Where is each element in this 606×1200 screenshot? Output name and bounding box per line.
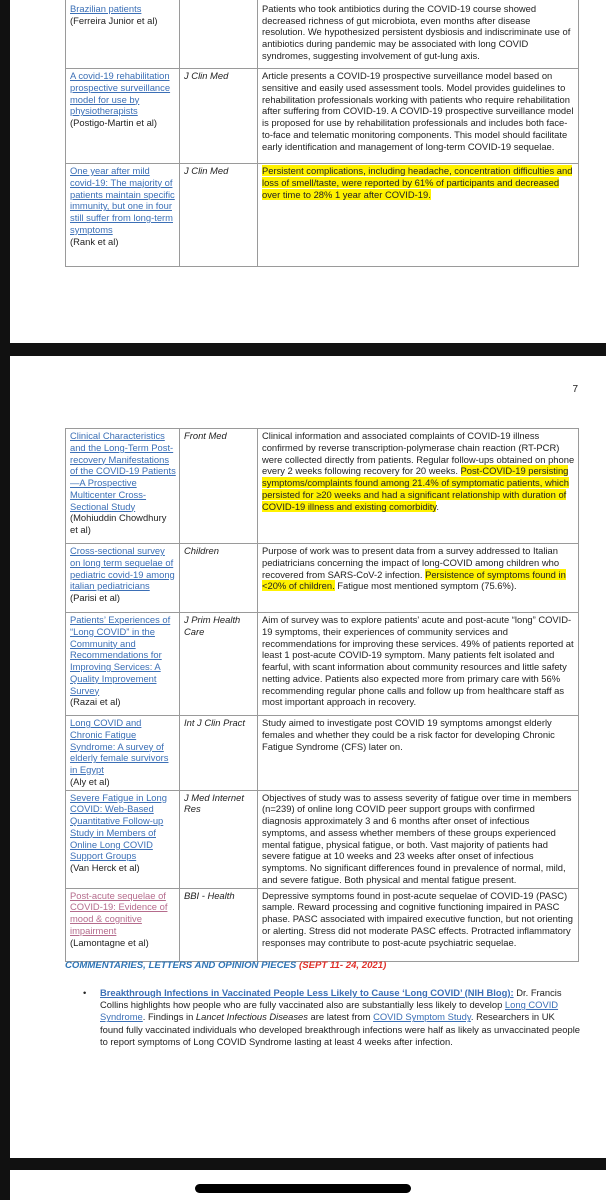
study-cell [66, 69, 180, 164]
commentary-item [83, 987, 580, 1048]
studies-table-page-6 [65, 0, 579, 267]
study-authors: (Rank et al) [70, 235, 119, 247]
table-row [66, 69, 579, 164]
document-page-6 [10, 0, 606, 343]
journal-cell: Int J Clin Pract [180, 716, 258, 791]
summary-cell [258, 164, 579, 267]
summary-text: Fatigue most mentioned symptom (75.6%). [334, 580, 517, 592]
table-row [66, 613, 579, 716]
summary-text: . [436, 500, 439, 512]
page-number: 7 [572, 384, 578, 395]
summary-text: Aim of survey was to explore patients’ acute and post-acute “long” COVID-19 symptoms, their experiences of community services and recommendations for improving these services. 49% of patients reported at least 1 post-acute COVID-19 symptom. Many patients felt isolated and fearful, with scant information about community resources and little safety netting advice. Patients also expected more from primary care with 56% recommending regular phone calls and follow up from healthcare staff as most important approach in recovery. [262, 614, 574, 708]
summary-cell [258, 888, 579, 961]
commentary-link[interactable]: Breakthrough Infections in Vaccinated People Less Likely to Cause ‘Long COVID’ (NIH Blog): [100, 987, 514, 998]
journal-cell: BBI - Health [180, 888, 258, 961]
study-title-link[interactable]: A covid-19 rehabilitation prospective surveillance model for use by physiotherapists [70, 70, 171, 117]
bullet-icon: • [83, 987, 87, 998]
highlighted-text: Persistent complications, including headache, concentration difficulties and loss of smell/taste, were reported by 61% of participants and decreased over time to 28% 1 year after COVID-19. [262, 165, 573, 200]
journal-cell: J Med Internet Res [180, 790, 258, 888]
summary-text: Article presents a COVID-19 prospective surveillance model based on sensitive and easily used assessment tools. Model provides guidelines to rehabilitation professionals working with patients who require rehabilitation after suffering from COVID-19. A COVID-19 prospective surveillance model is proposed for use by rehabilitation professionals and includes both face-to-face and telematic monitoring components. This model should facilitate early identification and management of long-term COVID-19 sequelae. [262, 70, 574, 152]
study-title-link[interactable]: Post-acute sequelae of COVID-19: Evidence of mood & cognitive impairment [70, 889, 168, 936]
study-title-link[interactable]: Patients’ Experiences of “Long COVID” in the Community and Recommendations for Improving Services: A Quality Improvement Survey [70, 614, 171, 696]
journal-cell: J Clin Med [180, 69, 258, 164]
commentary-text: Dr. Francis Collins highlights how people who are fully vaccinated also are substantially less likely to develop [100, 987, 562, 1011]
study-cell [66, 613, 180, 716]
commentary-text: are latest from [307, 1011, 374, 1023]
summary-cell [258, 790, 579, 888]
summary-text: Objectives of study was to assess severity of fatigue over time in members (n=239) of online long COVID peer support groups with confirmed diagnosis approximately 3 and 6 months after onset of infectious symptoms, and assess whether members of these groups experienced mental fatigue, physical fatigue, or both. Vast majority of patients had severe fatigue at 10 weeks and 23 weeks after onset of infectious symptoms. No significant differences found in prevalence of normal, mild, and severe fatigue. Both physical and mental fatigue present. [262, 791, 572, 885]
study-authors: (Lamontagne et al) [70, 936, 149, 948]
journal-name: Lancet Infectious Diseases [195, 1011, 308, 1023]
section-heading-title: COMMENTARIES, LETTERS AND OPINION PIECES [65, 960, 297, 971]
study-title-link[interactable]: Brazilian patients [70, 2, 142, 14]
study-authors: (Razai et al) [70, 696, 121, 708]
study-title-link[interactable]: One year after mild covid-19: The majority of patients maintain specific immunity, but one in four still suffer from long-term symptoms [70, 165, 175, 235]
bottom-bar [10, 1170, 606, 1200]
summary-cell [258, 544, 579, 613]
journal-cell: J Clin Med [180, 164, 258, 267]
summary-cell [258, 613, 579, 716]
studies-table-page-7 [65, 428, 579, 962]
summary-cell [258, 69, 579, 164]
study-title-link[interactable]: Cross-sectional survey on long term sequelae of pediatric covid-19 among italian pediatricians [70, 545, 175, 592]
summary-cell [258, 429, 579, 544]
study-authors: (Mohiuddin Chowdhury et al) [70, 512, 167, 535]
journal-cell [180, 0, 258, 69]
summary-cell [258, 716, 579, 791]
section-heading [65, 960, 386, 971]
commentary-text: . Findings in [142, 1011, 196, 1023]
study-authors: (Postigo-Martin et al) [70, 117, 158, 128]
study-cell [66, 429, 180, 544]
long-covid-syndrome-link[interactable]: Long COVID Syndrome [100, 999, 559, 1023]
home-indicator[interactable] [195, 1184, 411, 1193]
table-row [66, 716, 579, 791]
table-row [66, 429, 579, 544]
study-authors: (Aly et al) [70, 775, 110, 787]
summary-cell [258, 0, 579, 69]
journal-cell: J Prim Health Care [180, 613, 258, 716]
section-heading-dates: (SEPT 11- 24, 2021) [299, 960, 387, 971]
covid-symptom-study-link[interactable]: COVID Symptom Study [373, 1011, 471, 1023]
table-row [66, 164, 579, 267]
study-title-link[interactable]: Severe Fatigue in Long COVID: Web-Based Quantitative Follow-up Study in Members of Online Long COVID Support Groups [70, 791, 167, 862]
study-cell [66, 164, 180, 267]
summary-text: Clinical information and associated complaints of COVID-19 illness confirmed by reverse transcription-polymerase chain reaction (RT-PCR) were collected directly from patients. Regular follow-ups obtained on phone every 2 weeks following recovery for 20 weeks. [262, 430, 575, 477]
highlighted-text: Post-COVID-19 persisting symptoms/complaints found among 21.4% of symptomatic patients, which persisted for ≥20 weeks and had a significant relationship with duration of COVID-19 illness and existing comorbidity [262, 465, 569, 512]
study-authors: (Ferreira Junior et al) [70, 14, 158, 26]
table-row [66, 0, 579, 69]
summary-text: Depressive symptoms found in post-acute sequelae of COVID-19 (PASC) sample. Reward processing and cognitive functioning impaired in PASC phase. PASC associated with impaired executive function, but not orienting or alerting. Stress did not moderate PASC effects. Protracted inflammatory responses may contribute to post-acute psychiatric sequelae. [262, 889, 573, 948]
journal-cell: Children [180, 544, 258, 613]
summary-text: Purpose of work was to present data from a survey addressed to Italian pediatricians concerning the impact of long-COVID among children who recovered from SARS-CoV-2 infection. [262, 545, 560, 580]
study-cell [66, 790, 180, 888]
table-row [66, 544, 579, 613]
table-row [66, 790, 579, 888]
study-cell [66, 0, 180, 69]
study-cell [66, 888, 180, 961]
study-title-link[interactable]: Long COVID and Chronic Fatigue Syndrome: A survey of elderly female survivors in Egypt [70, 717, 169, 775]
document-page-7 [10, 356, 606, 1158]
study-authors: (Parisi et al) [70, 592, 121, 603]
study-title-link[interactable]: Clinical Characteristics and the Long-Term Post-recovery Manifestations of the COVID-19 Patients—A Prospective Multicenter Cross-Sectional Study [70, 430, 176, 512]
study-cell [66, 716, 180, 791]
study-authors: (Van Herck et al) [70, 862, 140, 873]
journal-cell: Front Med [180, 429, 258, 544]
summary-text: Patients who took antibiotics during the COVID-19 course showed decreased richness of gut microbiota, even months after disease resolution. We hypothesized persistent dysbiosis and indiscriminate use of antibiotics during pandemic may be associated with long COVID syndromes, suggesting involvement of gut-lung axis. [262, 2, 571, 61]
highlighted-text: Persistence of symptoms found in <20% of children. [262, 568, 566, 592]
study-cell [66, 544, 180, 613]
commentary-text: . Researchers in UK found fully vaccinated individuals who developed breakthrough infections were half as likely as unvaccinated people to report symptoms of Long COVID Syndrome lasting at least 4 weeks after infection. [100, 1011, 580, 1047]
summary-text: Study aimed to investigate post COVID 19 symptoms amongst elderly females and whether they could be a risk factor for developing Chronic Fatigue Syndrome (CFS) later on. [262, 717, 555, 752]
table-row [66, 888, 579, 961]
